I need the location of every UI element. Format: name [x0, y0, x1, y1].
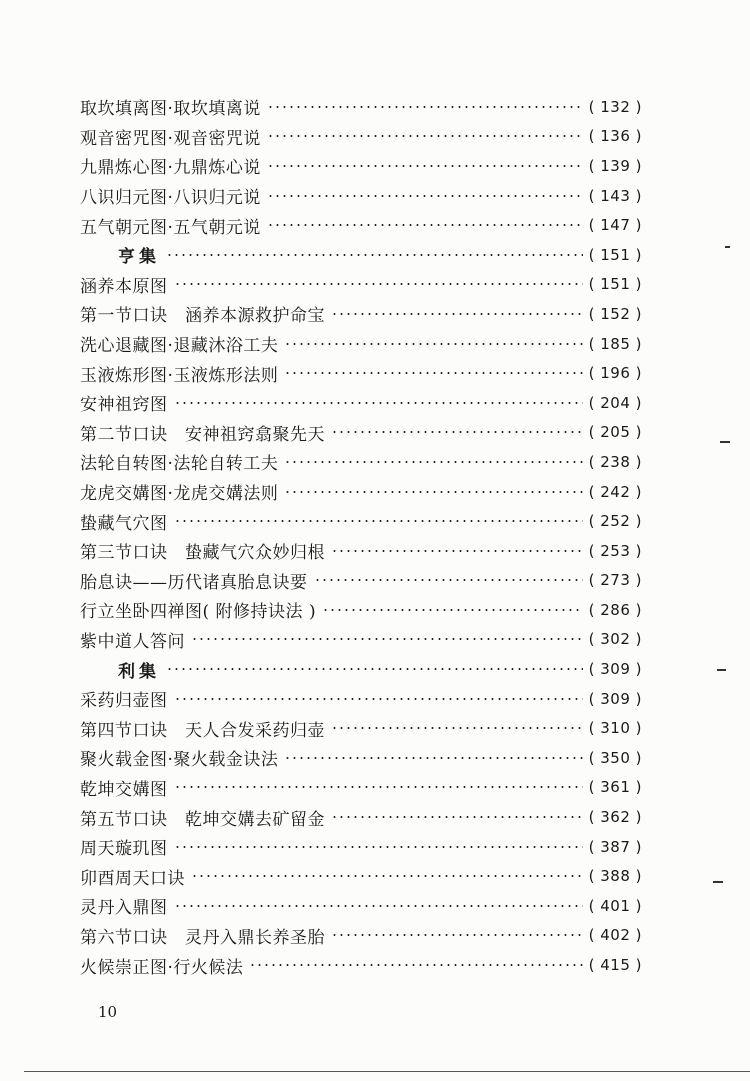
- table-of-contents: [80, 92, 642, 980]
- toc-entry: [80, 536, 642, 566]
- toc-entry-page: ( 196 ): [588, 364, 642, 383]
- toc-entry-title: 周天璇玑图: [80, 839, 168, 860]
- dot-leader: [284, 372, 582, 374]
- toc-entry-page: ( 252 ): [588, 512, 642, 531]
- dot-leader: [267, 106, 583, 108]
- toc-entry-page: ( 205 ): [588, 423, 642, 442]
- dot-leader: [249, 964, 582, 966]
- dot-leader: [191, 875, 583, 877]
- toc-entry-title: 胎息诀——历代诸真胎息诀要: [80, 572, 308, 593]
- toc-entry-title: 乾坤交媾图: [80, 779, 168, 800]
- dot-leader: [174, 905, 583, 907]
- toc-entry-page: ( 362 ): [588, 808, 642, 827]
- dot-leader: [166, 668, 583, 670]
- toc-entry-page: ( 152 ): [588, 304, 642, 323]
- toc-entry-page: ( 185 ): [588, 334, 642, 353]
- toc-entry: [80, 891, 642, 921]
- toc-entry: [80, 832, 642, 862]
- toc-entry-title: 采药归壶图: [80, 691, 168, 712]
- toc-entry-title: 法轮自转图·法轮自转工夫: [80, 454, 279, 475]
- toc-entry: [80, 388, 642, 418]
- toc-entry-page: ( 350 ): [588, 748, 642, 767]
- toc-entry-page: ( 273 ): [588, 571, 642, 590]
- dot-leader: [284, 491, 582, 493]
- toc-entry-title: 第一节口诀 涵养本源救护命宝: [80, 306, 325, 327]
- toc-entry-title: 取坎填离图·取坎填离说: [80, 99, 261, 120]
- toc-entry: [80, 950, 642, 980]
- toc-entry-title: 第三节口诀 蛰藏气穴众妙归根: [80, 543, 325, 564]
- dot-leader: [322, 609, 583, 611]
- toc-entry: [80, 477, 642, 507]
- toc-entry-title: 利集: [118, 661, 160, 682]
- toc-entry-page: ( 302 ): [588, 630, 642, 649]
- dot-leader: [331, 816, 583, 818]
- toc-entry-title: 观音密咒图·观音密咒说: [80, 128, 261, 149]
- toc-entry: [80, 713, 642, 743]
- toc-entry-page: ( 309 ): [588, 660, 642, 679]
- toc-entry-title: 龙虎交媾图·龙虎交媾法则: [80, 484, 279, 505]
- dot-leader: [331, 934, 583, 936]
- toc-entry-title: 九鼎炼心图·九鼎炼心说: [80, 158, 261, 179]
- toc-entry-title: 紫中道人答问: [80, 631, 185, 652]
- dot-leader: [166, 254, 583, 256]
- dot-leader: [174, 698, 583, 700]
- dot-leader: [331, 550, 583, 552]
- toc-entry: [80, 802, 642, 832]
- dot-leader: [284, 757, 582, 759]
- toc-entry: [80, 151, 642, 181]
- toc-entry: [80, 921, 642, 951]
- dot-leader: [174, 846, 583, 848]
- toc-entry-page: ( 253 ): [588, 541, 642, 560]
- toc-entry-page: ( 147 ): [588, 216, 642, 235]
- scan-mark: [720, 441, 730, 443]
- page-number: 10: [98, 1003, 118, 1021]
- dot-leader: [267, 135, 583, 137]
- scan-edge-line: [24, 1071, 750, 1072]
- toc-entry: [80, 181, 642, 211]
- toc-entry: [80, 773, 642, 803]
- toc-entry-title: 灵丹入鼎图: [80, 898, 168, 919]
- toc-entry-title: 涵养本原图: [80, 276, 168, 297]
- toc-entry: [80, 566, 642, 596]
- toc-entry: [80, 595, 642, 625]
- toc-entry-page: ( 361 ): [588, 778, 642, 797]
- toc-entry-page: ( 310 ): [588, 719, 642, 738]
- toc-section-heading: [80, 654, 642, 684]
- dot-leader: [284, 343, 582, 345]
- dot-leader: [174, 283, 583, 285]
- toc-entry-page: ( 415 ): [588, 956, 642, 975]
- toc-section-heading: [80, 240, 642, 270]
- toc-entry-page: ( 401 ): [588, 896, 642, 915]
- dot-leader: [331, 313, 583, 315]
- toc-entry: [80, 122, 642, 152]
- toc-entry-page: ( 388 ): [588, 867, 642, 886]
- toc-entry-page: ( 309 ): [588, 689, 642, 708]
- toc-entry-title: 玉液炼形图·玉液炼形法则: [80, 365, 279, 386]
- toc-entry-title: 第二节口诀 安神祖窍翕聚先天: [80, 424, 325, 445]
- toc-entry: [80, 270, 642, 300]
- dot-leader: [267, 224, 583, 226]
- dot-leader: [331, 431, 583, 433]
- toc-entry-title: 安神祖窍图: [80, 395, 168, 416]
- dot-leader: [174, 402, 583, 404]
- toc-entry: [80, 447, 642, 477]
- toc-entry: [80, 684, 642, 714]
- toc-entry-page: ( 132 ): [588, 97, 642, 116]
- toc-entry-title: 卯酉周天口诀: [80, 868, 185, 889]
- scan-mark: [713, 881, 723, 883]
- toc-entry-title: 行立坐卧四禅图( 附修持诀法 ): [80, 602, 317, 623]
- toc-entry: [80, 625, 642, 655]
- dot-leader: [191, 638, 583, 640]
- dot-leader: [174, 520, 583, 522]
- toc-entry: [80, 299, 642, 329]
- dot-leader: [284, 461, 582, 463]
- toc-entry: [80, 92, 642, 122]
- dot-leader: [331, 727, 583, 729]
- dot-leader: [314, 579, 583, 581]
- toc-entry: [80, 210, 642, 240]
- toc-entry-page: ( 242 ): [588, 482, 642, 501]
- toc-entry-title: 亨集: [118, 247, 160, 268]
- toc-entry-page: ( 136 ): [588, 127, 642, 146]
- toc-entry-title: 第六节口诀 灵丹入鼎长养圣胎: [80, 927, 325, 948]
- toc-entry-title: 第五节口诀 乾坤交媾去矿留金: [80, 809, 325, 830]
- toc-entry-page: ( 402 ): [588, 926, 642, 945]
- toc-entry-page: ( 143 ): [588, 186, 642, 205]
- toc-entry-title: 火候崇正图·行火候法: [80, 957, 244, 978]
- toc-entry: [80, 329, 642, 359]
- toc-entry-page: ( 151 ): [588, 275, 642, 294]
- toc-entry: [80, 506, 642, 536]
- toc-entry-page: ( 387 ): [588, 837, 642, 856]
- toc-entry-page: ( 204 ): [588, 393, 642, 412]
- toc-entry-page: ( 151 ): [588, 245, 642, 264]
- dot-leader: [174, 786, 583, 788]
- toc-entry-title: 第四节口诀 天人合发采药归壶: [80, 720, 325, 741]
- toc-entry-title: 八识归元图·八识归元说: [80, 188, 261, 209]
- toc-entry: [80, 418, 642, 448]
- toc-entry-title: 聚火载金图·聚火载金诀法: [80, 750, 279, 771]
- toc-entry: [80, 743, 642, 773]
- toc-entry-title: 洗心退藏图·退藏沐浴工夫: [80, 336, 279, 357]
- scan-mark: [725, 246, 730, 248]
- toc-entry-page: ( 238 ): [588, 452, 642, 471]
- toc-entry-page: ( 286 ): [588, 600, 642, 619]
- dot-leader: [267, 165, 583, 167]
- toc-entry-title: 五气朝元图·五气朝元说: [80, 217, 261, 238]
- toc-entry-page: ( 139 ): [588, 156, 642, 175]
- toc-entry: [80, 861, 642, 891]
- toc-entry: [80, 358, 642, 388]
- dot-leader: [267, 195, 583, 197]
- scan-mark: [717, 669, 726, 671]
- toc-entry-title: 蛰藏气穴图: [80, 513, 168, 534]
